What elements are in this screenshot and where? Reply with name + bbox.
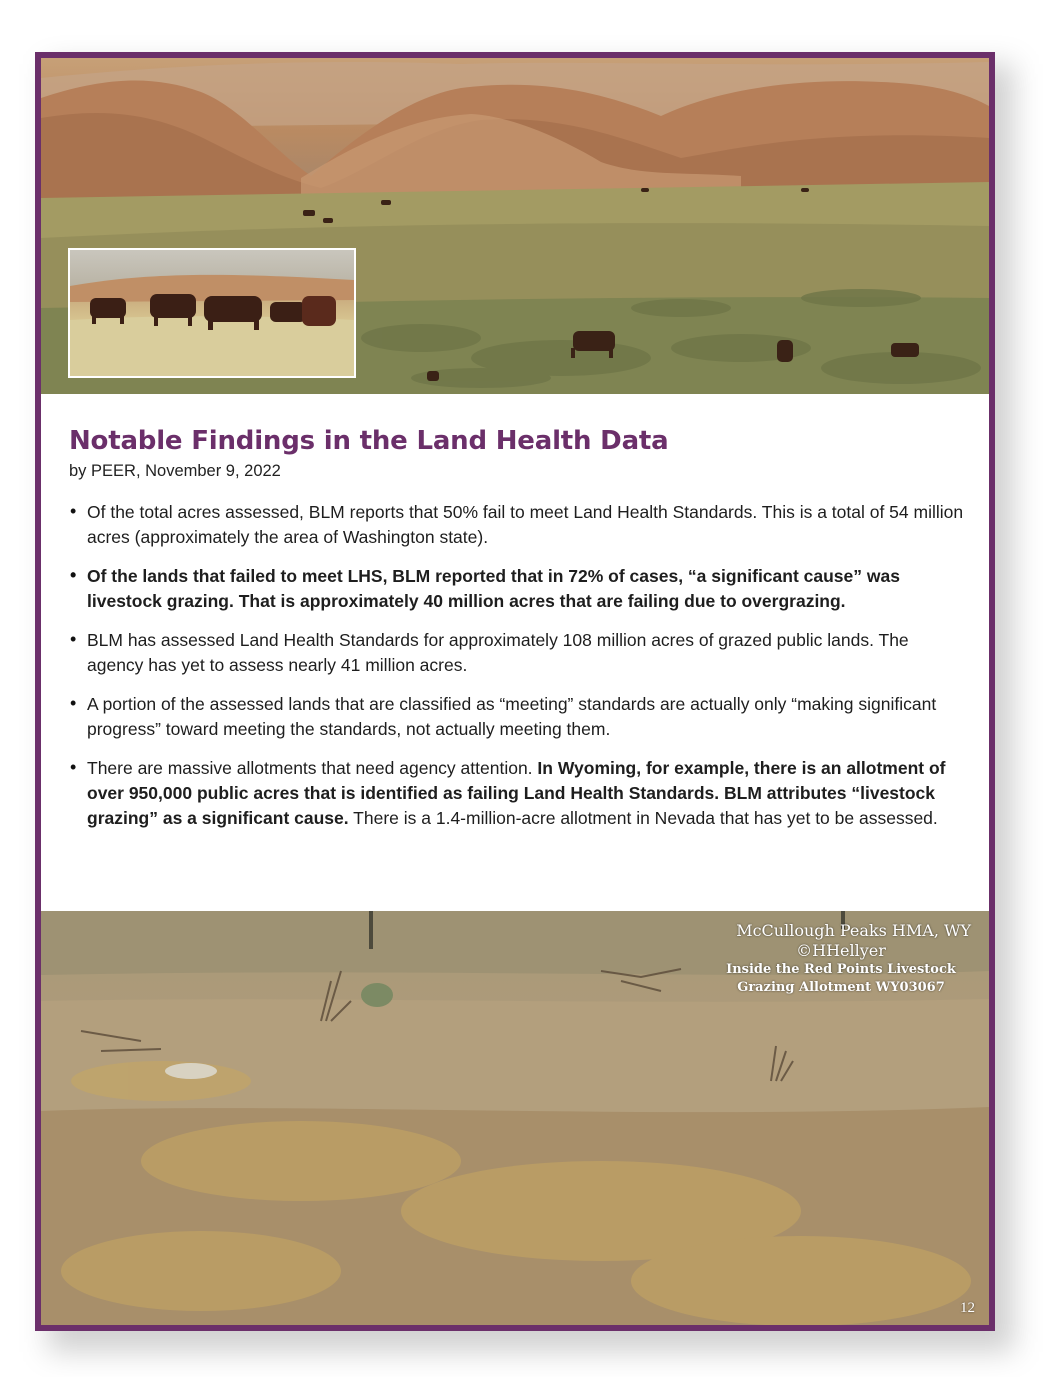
finding-item xyxy=(69,564,969,614)
brochure-page xyxy=(35,52,995,1331)
finding-item xyxy=(69,756,969,831)
finding-text-bold: In Wyoming, for example, there is an allotment of over 950,000 public acres that is identified as failing Land Health Standards. BLM attributes “livestock grazing” as a significant cause. xyxy=(87,758,946,828)
findings-list xyxy=(69,500,969,845)
caption-credit: ©HHellyer xyxy=(796,941,886,960)
finding-item xyxy=(69,628,969,678)
caption-note: Inside the Red Points Livestock Grazing Allotment WY03067 xyxy=(726,962,956,995)
finding-text: Of the total acres assessed, BLM reports that 50% fail to meet Land Health Standards. This is a total of 54 million acres (approximately the area of Washington state). xyxy=(87,502,964,547)
finding-item xyxy=(69,692,969,742)
bullet-icon: • xyxy=(70,565,77,585)
bullet-icon: • xyxy=(70,501,77,521)
page-number: 12 xyxy=(960,1300,975,1316)
article-title: Notable Findings in the Land Health Data xyxy=(69,426,669,456)
finding-item xyxy=(69,500,969,550)
bullet-icon: • xyxy=(70,629,77,649)
finding-text: A portion of the assessed lands that are classified as “meeting” standards are actually only “making significant progress” toward meeting the standards, not actually meeting them. xyxy=(87,694,937,739)
cattle-closeup-inset-photo xyxy=(68,248,356,378)
finding-text: Of the lands that failed to meet LHS, BLM reported that in 72% of cases, “a significant cause” was livestock grazing. That is approximately 40 million acres that are failing due to overgrazing. xyxy=(87,566,900,611)
finding-text-end: There is a 1.4-million-acre allotment in Nevada that has yet to be assessed. xyxy=(348,808,938,828)
cattle-closeup-illustration xyxy=(70,250,354,376)
caption-location: McCullough Peaks HMA, WY xyxy=(736,921,971,940)
finding-text-start: There are massive allotments that need agency attention. xyxy=(87,758,538,778)
bullet-icon: • xyxy=(70,757,77,777)
photo-caption xyxy=(711,921,971,997)
article-byline: by PEER, November 9, 2022 xyxy=(69,462,281,480)
cattle-landscape-photo xyxy=(41,58,989,394)
bullet-icon: • xyxy=(70,693,77,713)
finding-text: BLM has assessed Land Health Standards for approximately 108 million acres of grazed public lands. The agency has yet to assess nearly 41 million acres. xyxy=(87,630,909,675)
overgrazed-land-photo xyxy=(41,911,989,1331)
